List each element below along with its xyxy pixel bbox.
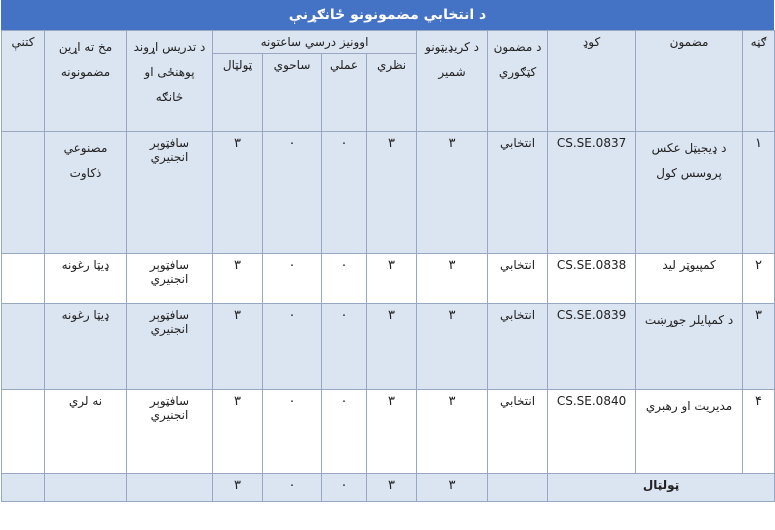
row-credits: ۳ [417, 254, 488, 304]
row-number: ۲ [743, 254, 775, 304]
row-subject: د کمپایلر جوړښت [636, 304, 743, 390]
header-total: ټولټال [213, 54, 263, 132]
totals-total: ۳ [213, 474, 263, 502]
header-field: ساحوي [263, 54, 322, 132]
header-theory: نظري [367, 54, 417, 132]
row-prerequisite: نه لري [45, 390, 127, 474]
row-practical: ۰ [322, 304, 367, 390]
header-subject: مضمون [636, 31, 743, 132]
row-prerequisite: مصنوعي ذکاوت [45, 132, 127, 254]
row-subject: د ډیجیټل عکس پروسس کول [636, 132, 743, 254]
page-title: د انتخابي مضمونونو ځانګړنې [1, 0, 774, 30]
row-code: CS.SE.0837 [548, 132, 636, 254]
row-total: ۳ [213, 390, 263, 474]
row-dept: سافټوېر انجنيري [127, 304, 213, 390]
totals-empty-prerequisite [45, 474, 127, 502]
row-code: CS.SE.0838 [548, 254, 636, 304]
header-teaching-dept: د تدریس اړوند پوهنځی او څانګه [127, 31, 213, 132]
row-note [2, 390, 45, 474]
row-theory: ۳ [367, 304, 417, 390]
totals-empty-dept [127, 474, 213, 502]
header-practical: عملي [322, 54, 367, 132]
row-credits: ۳ [417, 132, 488, 254]
totals-empty-note [2, 474, 45, 502]
totals-empty-category [488, 474, 548, 502]
table-row [2, 254, 775, 304]
totals-theory: ۳ [367, 474, 417, 502]
row-total: ۳ [213, 132, 263, 254]
row-category: انتخابي [488, 132, 548, 254]
row-practical: ۰ [322, 132, 367, 254]
row-field: ۰ [263, 254, 322, 304]
row-prerequisite: ډیټا رغونه [45, 304, 127, 390]
header-row-1 [2, 31, 775, 54]
row-number: ۳ [743, 304, 775, 390]
row-credits: ۳ [417, 304, 488, 390]
table-row [2, 132, 775, 254]
row-subject: کمپیوټر لید [636, 254, 743, 304]
row-number: ۱ [743, 132, 775, 254]
row-code: CS.SE.0839 [548, 304, 636, 390]
header-credits: د کریډیټونو شمیر [417, 31, 488, 132]
row-theory: ۳ [367, 132, 417, 254]
header-prerequisite: مخ ته اړين مضمونونه [45, 31, 127, 132]
row-field: ۰ [263, 132, 322, 254]
row-note [2, 132, 45, 254]
row-prerequisite: ډیټا رغونه [45, 254, 127, 304]
row-note [2, 254, 45, 304]
totals-credits: ۳ [417, 474, 488, 502]
row-theory: ۳ [367, 254, 417, 304]
row-dept: سافټوېر انجنيري [127, 132, 213, 254]
row-dept: سافټوېر انجنيري [127, 390, 213, 474]
electives-table [1, 30, 775, 502]
totals-practical: ۰ [322, 474, 367, 502]
row-practical: ۰ [322, 254, 367, 304]
row-code: CS.SE.0840 [548, 390, 636, 474]
header-category: د مضمون کټګوري [488, 31, 548, 132]
row-category: انتخابي [488, 254, 548, 304]
row-field: ۰ [263, 304, 322, 390]
row-total: ۳ [213, 304, 263, 390]
row-number: ۴ [743, 390, 775, 474]
header-number: ګڼه [743, 31, 775, 132]
row-note [2, 304, 45, 390]
totals-field: ۰ [263, 474, 322, 502]
header-note: کتنې [2, 31, 45, 132]
totals-row [2, 474, 775, 502]
totals-label: ټولټال [548, 474, 775, 502]
table-row [2, 390, 775, 474]
row-category: انتخابي [488, 390, 548, 474]
header-weekly-hours: اوونیز درسي ساعتونه [213, 31, 417, 54]
row-practical: ۰ [322, 390, 367, 474]
header-code: کوډ [548, 31, 636, 132]
row-subject: مدیریت او رهبري [636, 390, 743, 474]
row-credits: ۳ [417, 390, 488, 474]
electives-document [1, 0, 774, 502]
table-row [2, 304, 775, 390]
row-theory: ۳ [367, 390, 417, 474]
row-category: انتخابي [488, 304, 548, 390]
row-total: ۳ [213, 254, 263, 304]
row-field: ۰ [263, 390, 322, 474]
row-dept: سافټوېر انجنيري [127, 254, 213, 304]
